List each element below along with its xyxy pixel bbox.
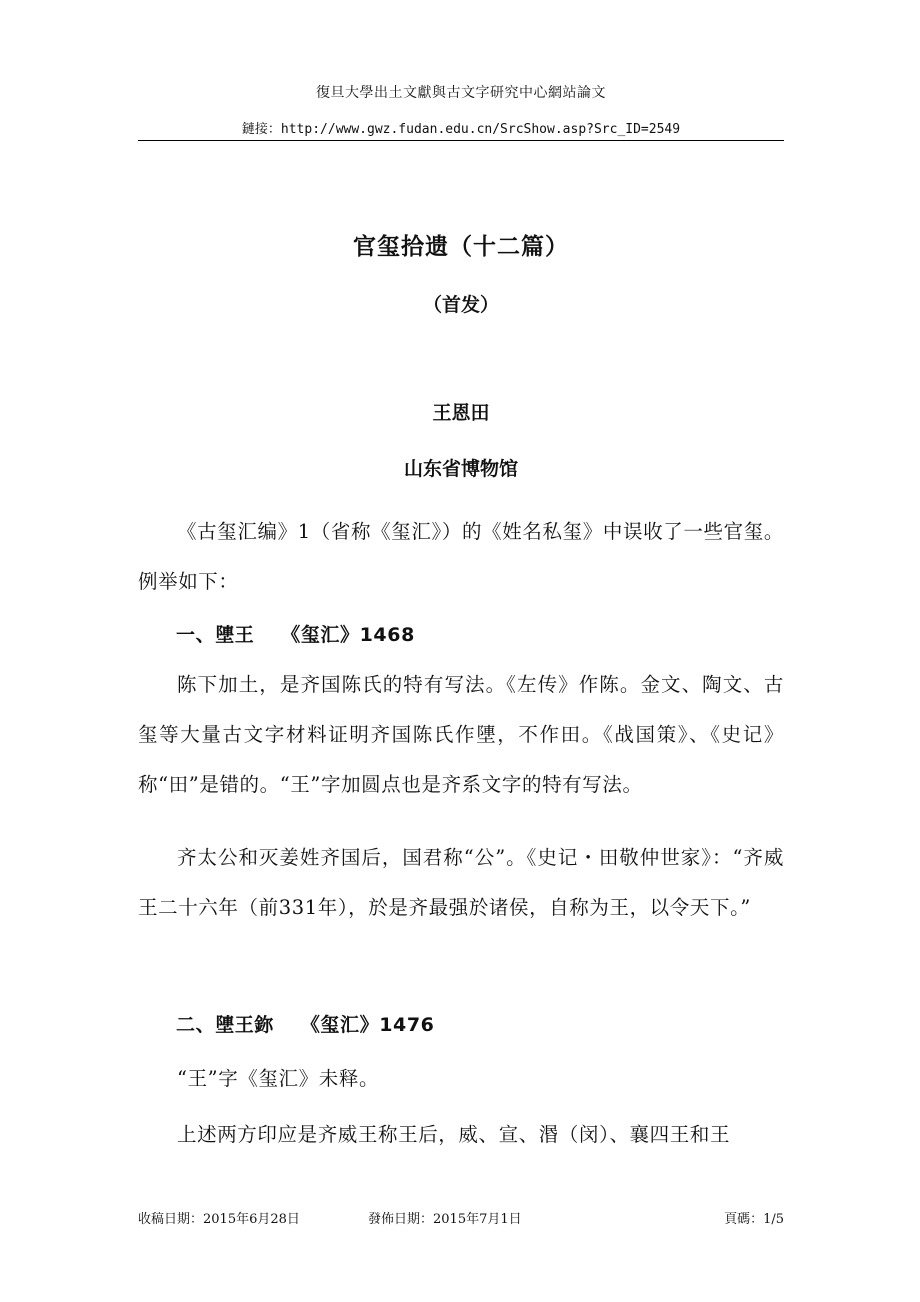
body-paragraph bbox=[138, 660, 784, 810]
footer-received-date: 收稿日期：2015年6月28日 bbox=[138, 1212, 300, 1227]
body-paragraph-3: 齐太公和灭姜姓齐国后，国君称“公”。《史记・田敬仲世家》：“齐威王二十六年（前331年），於是齐最强於诸侯，自称为王，以令天下。” bbox=[138, 846, 784, 919]
footer-page-number: 頁碼：1/5 bbox=[724, 1212, 784, 1227]
paper-title: 官玺拾遗（十二篇） bbox=[353, 233, 569, 260]
body-paragraph-1: 《古玺汇编》1（省称《玺汇》）的《姓名私玺》中误收了一些官玺。例举如下： bbox=[138, 520, 784, 593]
header-divider bbox=[138, 140, 784, 141]
body-paragraph bbox=[138, 507, 784, 607]
body-paragraph-2: 陈下加土，是齐国陈氏的特有写法。《左传》作陈。金文、陶文、古玺等大量古文字材料证明齐国陈氏作塦，不作田。《战国策》、《史记》称“田”是错的。“王”字加圆点也是齐系文字的特有写法。 bbox=[138, 673, 784, 796]
section-heading-2 bbox=[138, 1000, 784, 1050]
author-name: 王恩田 bbox=[432, 402, 490, 424]
body-paragraph-4: “王”字《玺汇》未释。 bbox=[177, 1067, 380, 1090]
author-affiliation: 山东省博物馆 bbox=[403, 458, 518, 480]
body-paragraph bbox=[138, 1110, 784, 1160]
section-heading-1 bbox=[138, 610, 784, 660]
body-paragraph bbox=[138, 833, 784, 933]
paper-subtitle: （首发） bbox=[422, 294, 499, 316]
header-link[interactable]: 鏈接：http://www.gwz.fudan.edu.cn/SrcShow.asp?Src_ID=2549 bbox=[241, 122, 681, 137]
body-paragraph-5: 上述两方印应是齐威王称王后，威、宣、湣（闵）、襄四王和王 bbox=[177, 1123, 731, 1146]
header-site-name: 復旦大學出土文獻與古文字研究中心網站論文 bbox=[316, 85, 606, 101]
body-paragraph bbox=[138, 1054, 784, 1104]
section-heading-1-text: 一、塦王 《玺汇》1468 bbox=[176, 624, 415, 646]
footer-published-date: 發佈日期：2015年7月1日 bbox=[368, 1212, 522, 1227]
section-heading-2-text: 二、塦王鉨 《玺汇》1476 bbox=[176, 1014, 435, 1036]
